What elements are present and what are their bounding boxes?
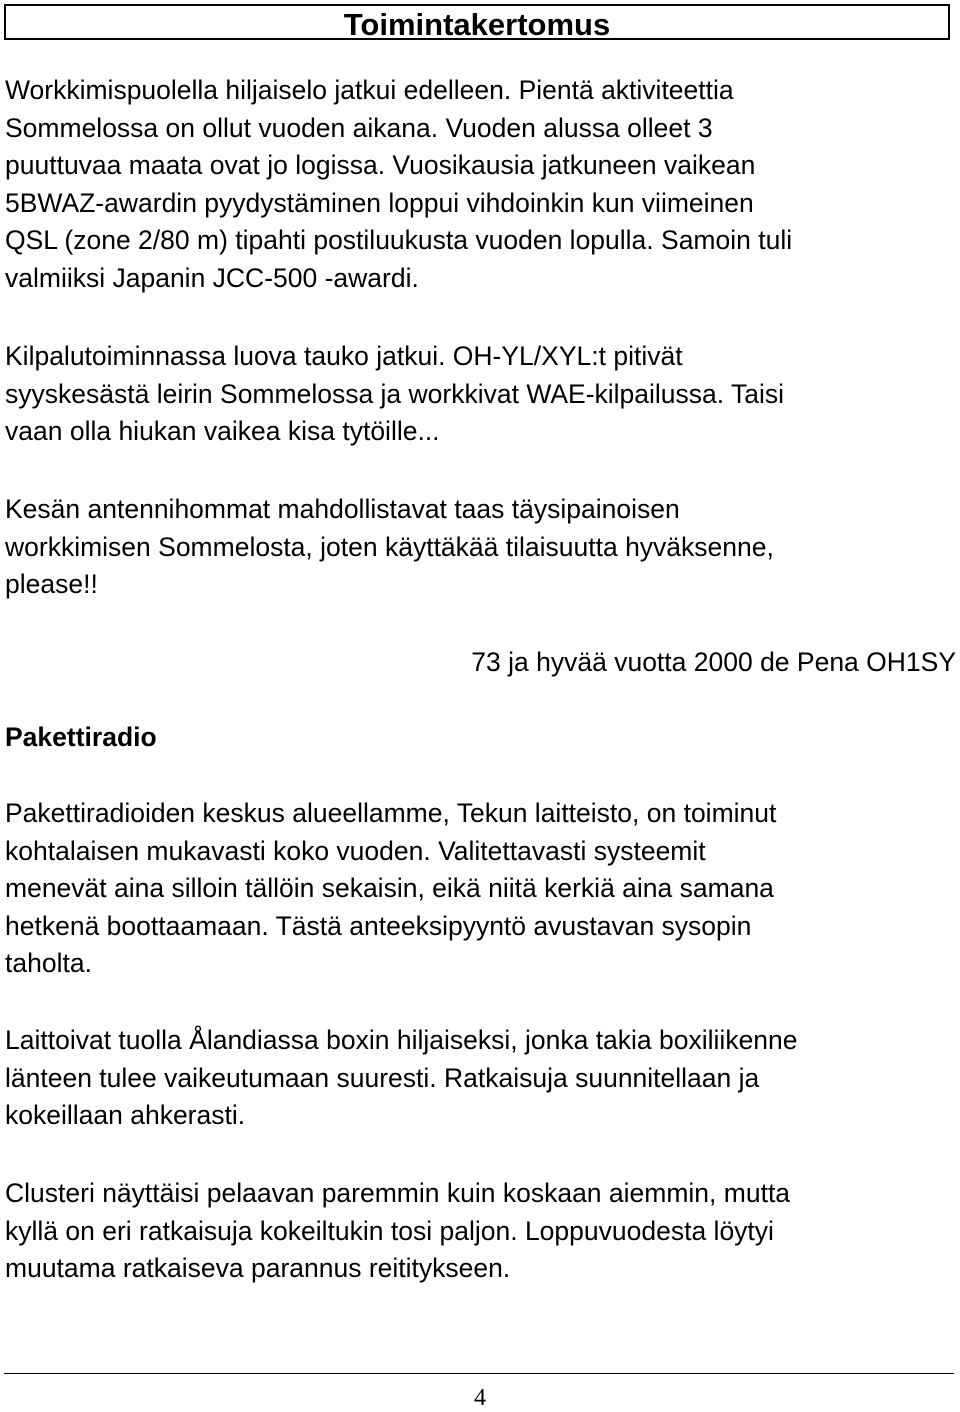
footer-divider <box>4 1373 954 1374</box>
paragraph-contests <box>5 338 955 451</box>
text-line: 5BWAZ-awardin pyydystäminen loppui vihdoinkin kun viimeinen <box>5 187 754 218</box>
text-line: puuttuvaa maata ovat jo logissa. Vuosikausia jatkuneen vaikean <box>5 150 756 180</box>
signature-line: 73 ja hyvää vuotta 2000 de Pena OH1SY <box>471 647 956 677</box>
text-line: menevät aina silloin tällöin sekaisin, eikä niitä kerkiä aina samana <box>5 873 774 903</box>
text-line: Sommelossa on ollut vuoden aikana. Vuoden alussa olleet 3 <box>5 112 713 143</box>
text-line: Kesän antennihommat mahdollistavat taas täysipainoisen <box>5 494 680 524</box>
text-line: Kilpalutoiminnassa luova tauko jatkui. OH-YL/XYL:t pitivät <box>5 341 683 371</box>
page-title: Toimintakertomus <box>343 7 611 42</box>
text-line: muutama ratkaiseva parannus reititykseen. <box>5 1253 511 1283</box>
text-line: kohtalaisen mukavasti koko vuoden. Valitettavasti systeemit <box>5 835 706 866</box>
text-line: QSL (zone 2/80 m) tipahti postiluukusta vuoden lopulla. Samoin tuli <box>5 225 793 255</box>
page-number: 4 <box>474 1385 486 1411</box>
text-line: länteen tulee vaikeutumaan suuresti. Ratkaisuja suunnitellaan ja <box>5 1062 760 1093</box>
text-line: kyllä on eri ratkaisuja kokeiltukin tosi paljon. Loppuvuodesta löytyi <box>5 1215 774 1246</box>
section-heading-pakettiradio: Pakettiradio <box>5 722 157 752</box>
text-line: please!! <box>5 569 98 599</box>
text-line: taholta. <box>5 948 92 978</box>
text-line: Clusteri näyttäisi pelaavan paremmin kuin koskaan aiemmin, mutta <box>5 1178 791 1208</box>
text-line: valmiiksi Japanin JCC-500 -awardi. <box>5 262 419 293</box>
text-line: Laittoivat tuolla Ålandiassa boxin hiljaiseksi, jonka takia boxiliikenne <box>5 1025 798 1055</box>
text-line: Pakettiradioiden keskus alueellamme, Tekun laitteisto, on toiminut <box>5 798 777 828</box>
paragraph-cluster <box>5 1175 955 1288</box>
text-line: kokeillaan ahkerasti. <box>5 1100 246 1130</box>
text-line: Workkimispuolella hiljaiselo jatkui edelleen. Pientä aktiviteettia <box>5 75 734 105</box>
text-line: hetkenä boottaamaan. Tästä anteeksipyyntö avustavan sysopin <box>5 910 752 941</box>
paragraph-packet-center <box>5 795 955 983</box>
paragraph-aland-box <box>5 1022 955 1135</box>
text-line: syyskesästä leirin Sommelossa ja workkivat WAE-kilpailussa. Taisi <box>5 378 785 409</box>
paragraph-antennas <box>5 491 955 604</box>
text-line: vaan olla hiukan vaikea kisa tytöille... <box>5 416 440 446</box>
text-line: workkimisen Sommelosta, joten käyttäkää tilaisuutta hyväksenne, <box>5 531 774 562</box>
page-title-box <box>4 4 950 40</box>
paragraph-dx-activity <box>5 72 955 297</box>
